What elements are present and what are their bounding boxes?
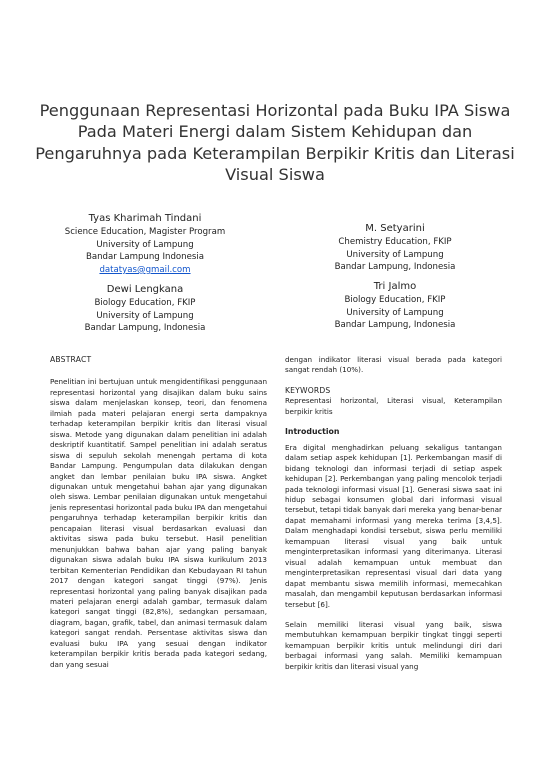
introduction-paragraph: Selain memiliki literasi visual yang baik, siswa membutuhkan kemampuan berpikir tingkat tinggi seperti kemampuan berpikir kritis untuk melindungi diri dari berbagai informasi yang salah. Memiliki kemampuan berpikir kritis dan literasi visual yang — [285, 619, 502, 671]
author-university: University of Lampung — [346, 307, 444, 318]
introduction-heading: Introduction — [285, 427, 340, 437]
author-university: University of Lampung — [96, 310, 194, 321]
author-location: Bandar Lampung, Indonesia — [334, 320, 456, 331]
abstract-heading: ABSTRACT — [50, 355, 92, 364]
author-department: Science Education, Magister Program — [64, 227, 226, 237]
author-department: Biology Education, FKIP — [94, 298, 196, 308]
author-block — [40, 283, 250, 335]
paper-title: Penggunaan Representasi Horizontal pada Buku IPA Siswa Pada Materi Energi dalam Sistem Kehidupan dan Pengaruhnya pada Keterampilan Berpikir Kritis dan Literasi Visual Siswa — [35, 101, 515, 185]
author-name: Dewi Lengkana — [106, 284, 184, 295]
introduction-paragraph: Era digital menghadirkan peluang sekaligus tantangan dalam setiap aspek kehidupan [1]. Perkembangan masif di bidang teknologi dan informasi terjadi di setiap aspek kehidupan [2]. Perkembangan yang paling mencolok terjadi pada teknologi informasi visual [1]. Generasi siswa saat ini hidup sebagai konsumen global dari informasi visual tersebut, tetapi tidak banyak dari mereka yang benar-benar dapat memahami informasi yang mereka terima [3,4,5]. Dalam menghadapi kondisi tersebut, siswa perlu memiliki kemampuan literasi visual yang baik untuk menginterpretasikan informasi yang diterimanya. Literasi visual adalah kemampuan untuk membuat dan menginterpretasikan representasi visual dari data yang dapat membantu siswa memilih informasi, memecahkan masalah, dan mengambil keputusan berdasarkan informasi tersebut [6]. — [285, 442, 502, 609]
abstract-continuation: dengan indikator literasi visual berada pada kategori sangat rendah (10%). — [285, 355, 502, 375]
left-column — [50, 355, 267, 670]
author-university: University of Lampung — [96, 239, 194, 250]
author-location: Bandar Lampung, Indonesia — [334, 262, 456, 273]
author-name: M. Setyarini — [365, 223, 425, 234]
right-column — [285, 355, 502, 672]
author-email-link[interactable]: datatyas@gmail.com — [99, 264, 191, 275]
author-department: Biology Education, FKIP — [344, 295, 446, 305]
author-location: Bandar Lampung, Indonesia — [84, 323, 206, 334]
author-block — [40, 212, 250, 276]
author-name: Tyas Kharimah Tindani — [88, 213, 202, 224]
author-department: Chemistry Education, FKIP — [338, 237, 452, 247]
author-location: Bandar Lampung Indonesia — [85, 252, 205, 263]
keywords-heading: KEYWORDS — [285, 385, 331, 395]
author-block — [290, 222, 500, 274]
keywords-text: Representasi horizontal, Literasi visual, Keterampilan berpikir kritis — [285, 396, 502, 416]
abstract-text: Penelitian ini bertujuan untuk mengidentifikasi penggunaan representasi horizontal yang disajikan dalam buku sains siswa dalam menjelaskan konsep, teori, dan fenomena ilmiah pada materi pelajaran energi serta dampaknya terhadap keterampilan berpikir kritis dan literasi visual siswa. Metode yang digunakan dalam penelitian ini adalah deskriptif kuantitatif. Sampel penelitian ini adalah seratus siswa di sepuluh sekolah menengah pertama di kota Bandar Lampung. Pengumpulan data dilakukan dengan angket dan lembar penilaian buku IPA siswa. Angket digunakan untuk mengetahui bahan ajar yang digunakan oleh siswa. Lembar penilaian digunakan untuk mengetahui jenis representasi horizontal pada buku IPA dan mengetahui pengaruhnya terhadap keterampilan berpikir kritis dan pencapaian literasi visual berdasarkan evaluasi dan aktivitas siswa pada buku tersebut. Hasil penelitian menunjukkan bahwa bahan ajar yang paling banyak digunakan siswa adalah buku IPA siswa kurikulum 2013 terbitan Kementerian Pendidikan dan Kebudayaan RI tahun 2017 dengan kategori sangat tinggi (97%). Jenis representasi horizontal yang paling banyak disajikan pada materi pelajaran energi adalah gambar, termasuk dalam kategori sangat tinggi (82,8%), sedangkan persamaan, diagram, bagan, grafik, tabel, dan animasi termasuk dalam kategori sangat rendah. Persentase aktivitas siswa dan evaluasi buku IPA yang sesuai dengan indikator keterampilan berpikir kritis berada pada kategori sedang, dan yang sesuai — [50, 377, 267, 669]
author-block — [290, 280, 500, 332]
author-university: University of Lampung — [346, 249, 444, 260]
author-name: Tri Jalmo — [373, 281, 417, 292]
